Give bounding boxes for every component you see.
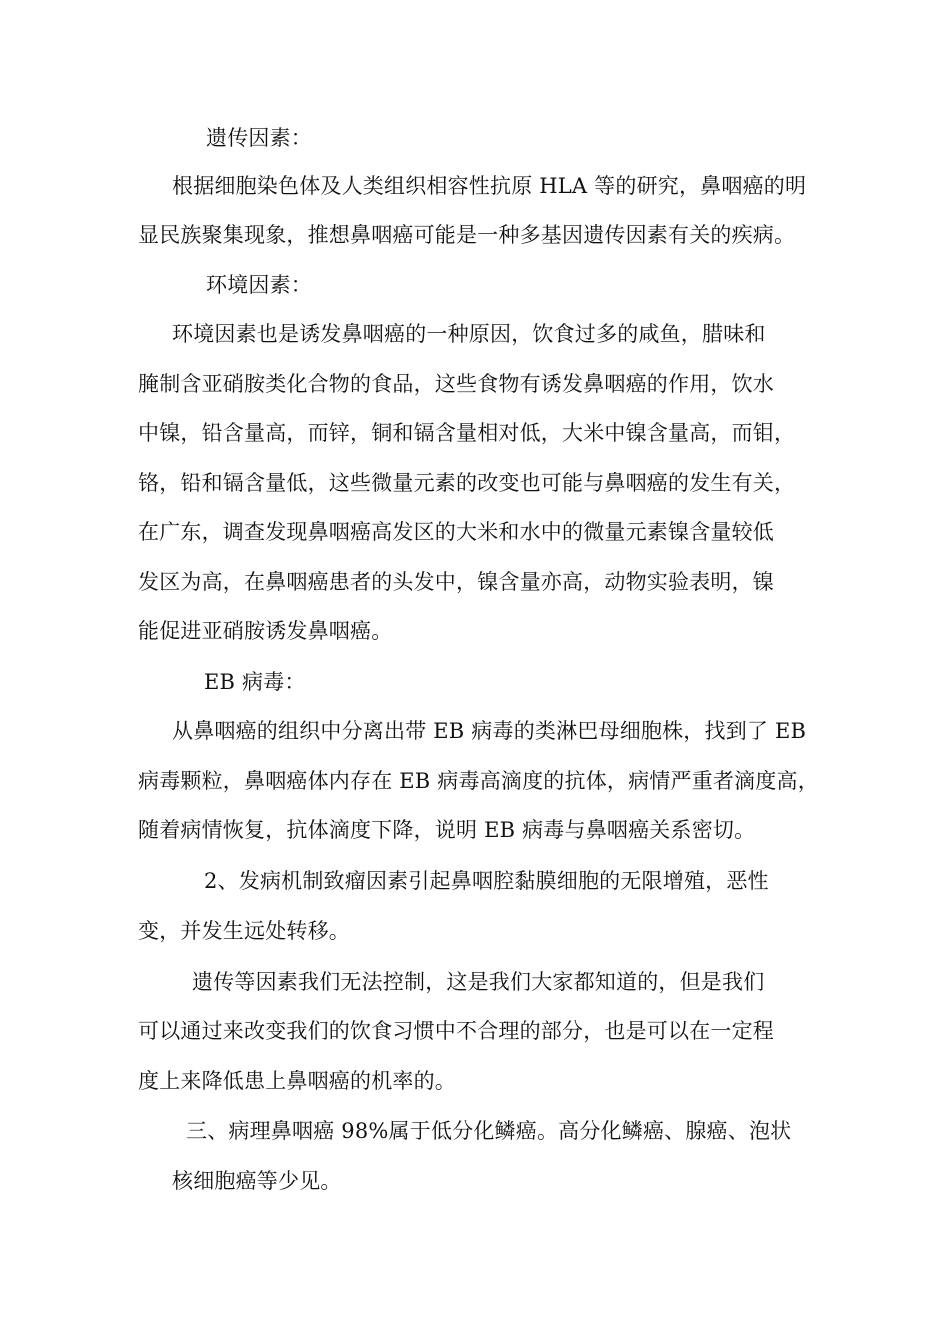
paragraph-line: 度上来降低患上鼻咽癌的机率的。 xyxy=(138,1069,456,1093)
paragraph-line: 随着病情恢复，抗体滴度下降，说明 EB 病毒与鼻咽癌关系密切。 xyxy=(138,818,756,842)
heading-environmental-factors: 环境因素： xyxy=(206,273,312,297)
paragraph-line: 三、病理鼻咽癌 98%属于低分化鳞癌。高分化鳞癌、腺癌、泡状 xyxy=(186,1119,792,1143)
paragraph-line: 可以通过来改变我们的饮食习惯中不合理的部分，也是可以在一定程 xyxy=(138,1019,774,1043)
paragraph-line: 2、发病机制致瘤因素引起鼻咽腔黏膜细胞的无限增殖，恶性 xyxy=(204,869,769,893)
paragraph-line: 发区为高，在鼻咽癌患者的头发中，镍含量亦高，动物实验表明，镍 xyxy=(138,570,774,594)
paragraph-line: 能促进亚硝胺诱发鼻咽癌。 xyxy=(138,619,393,643)
paragraph-line: 中镍，铅含量高，而锌，铜和镉含量相对低，大米中镍含量高，而钼， xyxy=(138,421,796,445)
paragraph-line: 遗传等因素我们无法控制，这是我们大家都知道的，但是我们 xyxy=(192,970,765,994)
paragraph-line: 显民族聚集现象，推想鼻咽癌可能是一种多基因遗传因素有关的疾病。 xyxy=(138,223,796,247)
paragraph-line: 病毒颗粒，鼻咽癌体内存在 EB 病毒高滴度的抗体，病情严重者滴度高， xyxy=(138,769,819,793)
paragraph-line: 在广东，调查发现鼻咽癌高发区的大米和水中的微量元素镍含量较低 xyxy=(138,520,774,544)
heading-genetic-factors: 遗传因素： xyxy=(206,126,312,150)
paragraph-line: 核细胞癌等少见。 xyxy=(172,1169,342,1193)
paragraph-line: 变，并发生远处转移。 xyxy=(138,919,350,943)
paragraph-line: 环境因素也是诱发鼻咽癌的一种原因，饮食过多的咸鱼，腊味和 xyxy=(172,322,766,346)
heading-eb-virus: EB 病毒： xyxy=(204,670,306,694)
paragraph-line: 腌制含亚硝胺类化合物的食品，这些食物有诱发鼻咽癌的作用，饮水 xyxy=(138,372,774,396)
paragraph-line: 根据细胞染色体及人类组织相容性抗原 HLA 等的研究，鼻咽癌的明 xyxy=(172,174,807,198)
paragraph-line: 铬，铅和镉含量低，这些微量元素的改变也可能与鼻咽癌的发生有关， xyxy=(138,471,796,495)
paragraph-line: 从鼻咽癌的组织中分离出带 EB 病毒的类淋巴母细胞株，找到了 EB xyxy=(172,719,807,743)
